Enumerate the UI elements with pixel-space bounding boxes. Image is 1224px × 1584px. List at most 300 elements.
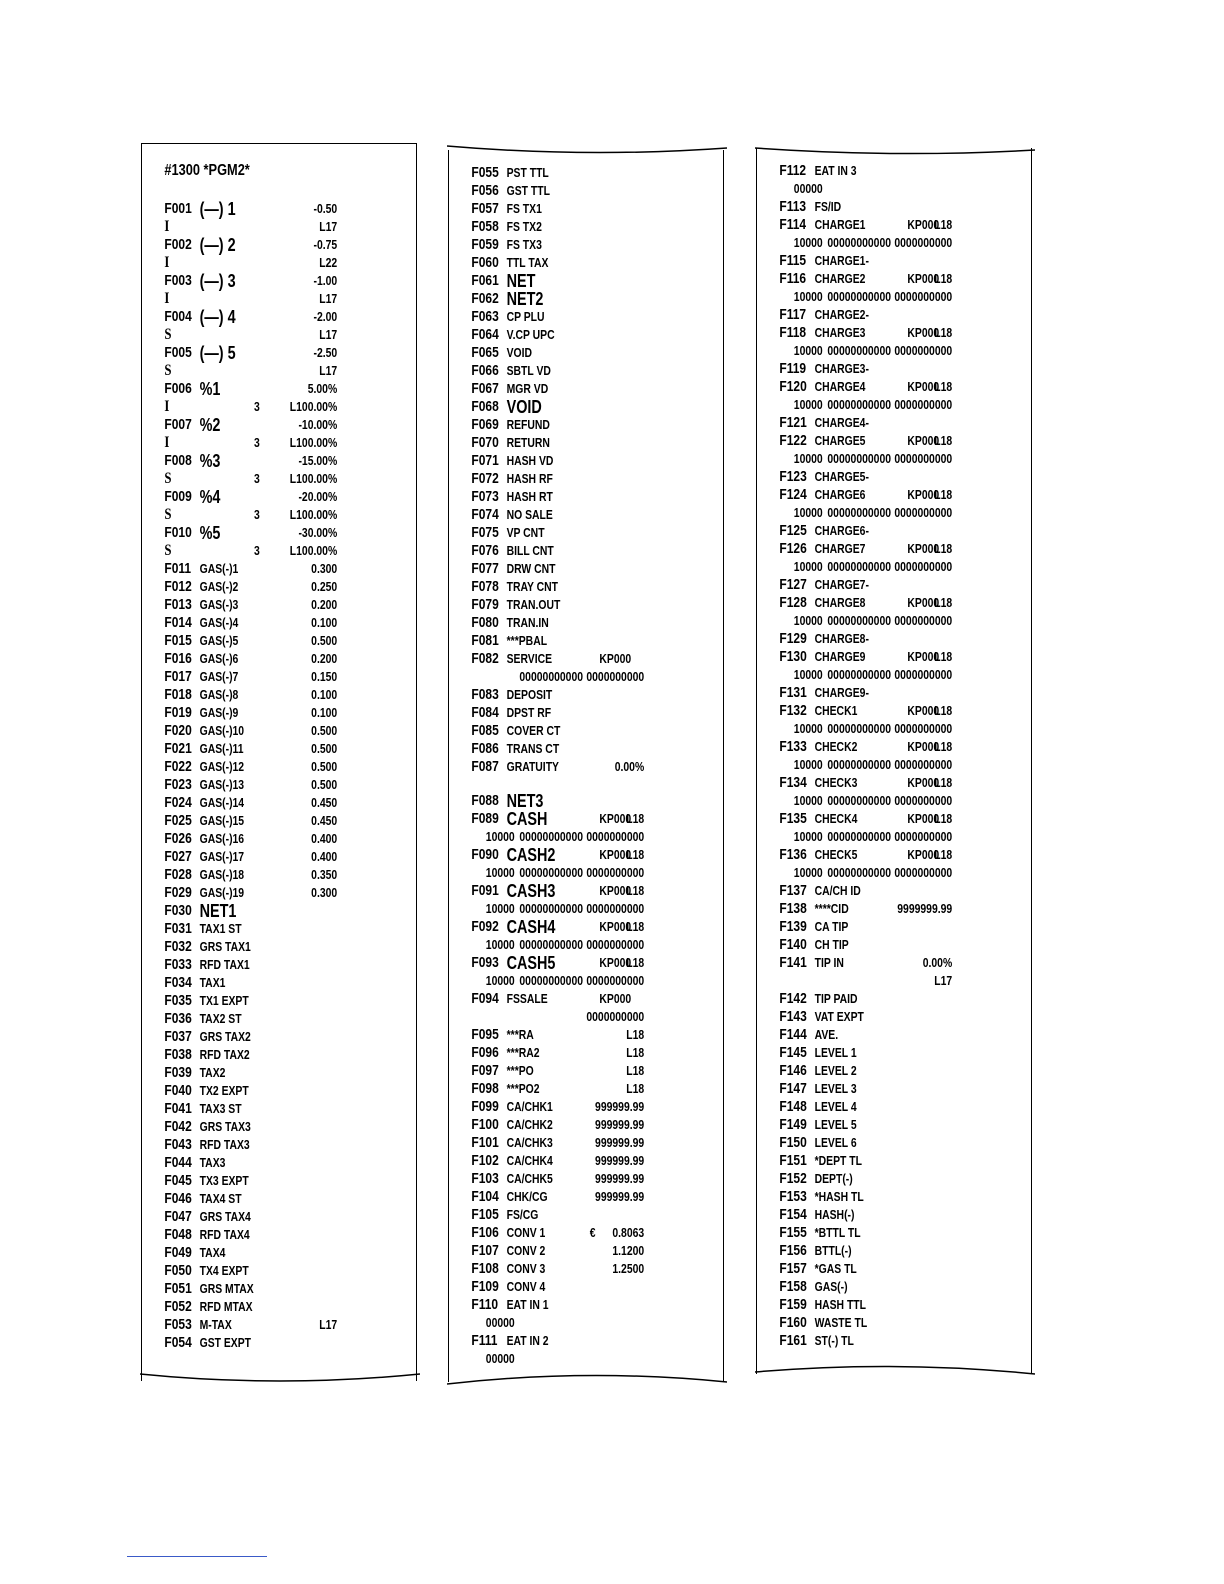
function-label: ***PO [506, 1063, 534, 1078]
programmed-value: L100.00% [289, 399, 338, 414]
function-code: F013 [164, 596, 192, 613]
function-label: 10000 [793, 505, 823, 520]
line-f147 [757, 1080, 976, 1098]
line-f004 [142, 308, 361, 326]
function-label: FS TX2 [506, 219, 542, 234]
function-code: F065 [471, 344, 499, 361]
function-label: %3 [199, 451, 221, 471]
setting-value: 00000000000 [827, 397, 892, 412]
function-label: CHECK5 [814, 847, 858, 862]
function-code: F109 [471, 1278, 499, 1295]
function-label: CHARGE2- [814, 307, 869, 322]
function-code: F134 [779, 774, 807, 791]
line-f015 [142, 632, 361, 650]
function-label: CHARGE6- [814, 523, 869, 538]
line-f009 [142, 488, 361, 506]
function-code: F008 [164, 452, 192, 469]
function-code: F101 [471, 1134, 499, 1151]
line-continuation [142, 542, 361, 560]
line-f106 [449, 1224, 668, 1242]
function-code: F125 [779, 522, 807, 539]
function-code: F112 [779, 162, 807, 179]
function-code: F034 [164, 974, 192, 991]
function-code: F084 [471, 704, 499, 721]
line-continuation [142, 362, 361, 380]
setting-value: 00000000000 [827, 343, 892, 358]
footnote-rule [127, 1556, 267, 1557]
line-continuation [757, 972, 976, 990]
line-f097 [449, 1062, 668, 1080]
function-code: F044 [164, 1154, 192, 1171]
programmed-value: 0000000000 [586, 829, 645, 844]
function-label: CA TIP [814, 919, 849, 934]
line-f161 [757, 1332, 976, 1350]
function-label: CHARGE4- [814, 415, 869, 430]
function-code: F023 [164, 776, 192, 793]
function-code: F025 [164, 812, 192, 829]
programmed-value: L17 [319, 291, 338, 306]
programmed-value: 0.00% [614, 759, 645, 774]
line-f146 [757, 1062, 976, 1080]
function-label: EAT IN 3 [814, 163, 857, 178]
function-label: LEVEL 4 [814, 1099, 857, 1114]
programmed-value: 0000000000 [586, 973, 645, 988]
function-code: F157 [779, 1260, 807, 1277]
programmed-value: L18 [626, 1027, 645, 1042]
function-label: I [164, 254, 170, 271]
function-label: 10000 [793, 235, 823, 250]
line-f086 [449, 740, 668, 758]
function-label: GAS(-)6 [199, 651, 239, 666]
function-label: CA/CHK4 [506, 1153, 553, 1168]
programmed-value: 0.500 [311, 777, 338, 792]
function-code: F076 [471, 542, 499, 559]
programmed-value: -1.00 [313, 273, 338, 288]
function-label: EAT IN 2 [506, 1333, 549, 1348]
function-label: S [164, 506, 172, 523]
function-code: F117 [779, 306, 807, 323]
line-f013 [142, 596, 361, 614]
line-f057 [449, 200, 668, 218]
programmed-value: L22 [319, 255, 338, 270]
line-f031 [142, 920, 361, 938]
function-label: CHARGE2 [814, 271, 866, 286]
receipt-lines [757, 162, 1031, 1350]
function-label: CHARGE3- [814, 361, 869, 376]
function-label: CHK/CG [506, 1189, 548, 1204]
line-f030 [142, 902, 361, 920]
setting-value: 00000000000 [827, 613, 892, 628]
line-f128 [757, 594, 976, 612]
line-f035 [142, 992, 361, 1010]
line-f093 [449, 954, 668, 972]
function-label: RETURN [506, 435, 550, 450]
function-code: F132 [779, 702, 807, 719]
setting-value: 3 [254, 399, 260, 414]
setting-value: KP000 [907, 739, 940, 754]
line-f033 [142, 956, 361, 974]
function-label: SBTL VD [506, 363, 551, 378]
programmed-value: L18 [626, 1063, 645, 1078]
programmed-value: 999999.99 [595, 1153, 645, 1168]
function-label: CHARGE1- [814, 253, 869, 268]
line-f034 [142, 974, 361, 992]
function-label: CHECK3 [814, 775, 858, 790]
line-continuation [757, 342, 976, 360]
function-label: TAX3 [199, 1155, 226, 1170]
line-f012 [142, 578, 361, 596]
function-code: F068 [471, 398, 499, 415]
function-label: CA/CHK3 [506, 1135, 553, 1150]
programmed-value: 0.450 [311, 795, 338, 810]
function-label: COVER CT [506, 723, 561, 738]
setting-value: 00000000000 [827, 793, 892, 808]
setting-value: KP000 [907, 847, 940, 862]
setting-value: KP000 [599, 955, 632, 970]
line-f023 [142, 776, 361, 794]
line-f136 [757, 846, 976, 864]
function-code: F040 [164, 1082, 192, 1099]
function-code: F111 [471, 1332, 498, 1349]
line-f044 [142, 1154, 361, 1172]
function-code: F028 [164, 866, 192, 883]
function-code: F004 [164, 308, 192, 325]
function-code: F097 [471, 1062, 499, 1079]
line-f116 [757, 270, 976, 288]
line-f039 [142, 1064, 361, 1082]
programmed-value: 0000000000 [586, 901, 645, 916]
line-f145 [757, 1044, 976, 1062]
line-f074 [449, 506, 668, 524]
line-f016 [142, 650, 361, 668]
function-label: GAS(-)7 [199, 669, 239, 684]
programmed-value: 999999.99 [595, 1099, 645, 1114]
line-continuation [757, 234, 976, 252]
function-code: F043 [164, 1136, 192, 1153]
receipt-column-3 [756, 148, 1032, 1374]
line-continuation [757, 720, 976, 738]
function-code: F009 [164, 488, 192, 505]
function-label: CHECK2 [814, 739, 858, 754]
programmed-value: L18 [934, 271, 953, 286]
line-f119 [757, 360, 976, 378]
function-code: F062 [471, 290, 499, 307]
function-label: FS/ID [814, 199, 842, 214]
line-f043 [142, 1136, 361, 1154]
setting-value: KP000 [907, 487, 940, 502]
function-code: F086 [471, 740, 499, 757]
line-f090 [449, 846, 668, 864]
programmed-value: 999999.99 [595, 1135, 645, 1150]
programmed-value: L18 [626, 811, 645, 826]
programmed-value: L100.00% [289, 543, 338, 558]
function-label: ***PBAL [506, 633, 548, 648]
function-code: F070 [471, 434, 499, 451]
function-code: F100 [471, 1116, 499, 1133]
function-label: 00000 [485, 1351, 515, 1366]
function-code: F095 [471, 1026, 499, 1043]
line-f153 [757, 1188, 976, 1206]
line-f085 [449, 722, 668, 740]
line-f102 [449, 1152, 668, 1170]
function-code: F039 [164, 1064, 192, 1081]
function-label: CHARGE6 [814, 487, 866, 502]
line-f148 [757, 1098, 976, 1116]
line-f117 [757, 306, 976, 324]
function-label: TAX3 ST [199, 1101, 242, 1116]
function-label: 10000 [793, 721, 823, 736]
function-code: F063 [471, 308, 499, 325]
line-continuation [757, 864, 976, 882]
programmed-value: 0.100 [311, 687, 338, 702]
line-f014 [142, 614, 361, 632]
setting-value: 00000000000 [827, 505, 892, 520]
setting-value: 00000000000 [519, 901, 584, 916]
line-f104 [449, 1188, 668, 1206]
function-code: F145 [779, 1044, 807, 1061]
function-label: 10000 [485, 865, 515, 880]
line-f024 [142, 794, 361, 812]
function-code: F058 [471, 218, 499, 235]
function-label: ***RA [506, 1027, 534, 1042]
line-f112 [757, 162, 976, 180]
function-label: 10000 [793, 559, 823, 574]
function-code: F140 [779, 936, 807, 953]
function-label: S [164, 542, 172, 559]
programmed-value: 0000000000 [894, 721, 953, 736]
function-label: GRS TAX4 [199, 1209, 251, 1224]
programmed-value: 0.300 [311, 561, 338, 576]
programmed-value: 0.8063 [612, 1225, 645, 1240]
function-code: F024 [164, 794, 192, 811]
function-label: GAS(-)17 [199, 849, 245, 864]
line-f042 [142, 1118, 361, 1136]
line-f072 [449, 470, 668, 488]
programmed-value: 0.350 [311, 867, 338, 882]
function-label: I [164, 434, 170, 451]
function-label: GAS(-)11 [199, 741, 244, 756]
line-continuation [142, 506, 361, 524]
programmed-value: L18 [626, 1081, 645, 1096]
function-code: F142 [779, 990, 807, 1007]
programmed-value: L18 [626, 847, 645, 862]
function-code: F071 [471, 452, 499, 469]
function-code: F001 [164, 200, 192, 217]
programmed-value: -10.00% [298, 417, 338, 432]
line-f065 [449, 344, 668, 362]
programmed-value: 0.200 [311, 597, 338, 612]
function-label: BILL CNT [506, 543, 554, 558]
setting-value: KP000 [907, 217, 940, 232]
function-code: F093 [471, 954, 499, 971]
function-label: CASH5 [506, 953, 556, 973]
function-label: RFD TAX3 [199, 1137, 250, 1152]
function-code: F104 [471, 1188, 499, 1205]
function-label: %2 [199, 415, 221, 435]
function-code: F067 [471, 380, 499, 397]
function-code: F030 [164, 902, 192, 919]
function-label: CA/CHK5 [506, 1171, 553, 1186]
function-label: CHARGE7- [814, 577, 869, 592]
programmed-value: L18 [626, 955, 645, 970]
function-label: VP CNT [506, 525, 545, 540]
function-code: F092 [471, 918, 499, 935]
function-code: F016 [164, 650, 192, 667]
function-code: F072 [471, 470, 499, 487]
line-f118 [757, 324, 976, 342]
programmed-value: L100.00% [289, 507, 338, 522]
function-code: F083 [471, 686, 499, 703]
function-code: F159 [779, 1296, 807, 1313]
line-f159 [757, 1296, 976, 1314]
function-label: %1 [199, 379, 221, 399]
function-code: F152 [779, 1170, 807, 1187]
line-f142 [757, 990, 976, 1008]
function-label: (—) 5 [199, 343, 236, 363]
line-f143 [757, 1008, 976, 1026]
line-continuation [757, 792, 976, 810]
line-f077 [449, 560, 668, 578]
function-label: TX4 EXPT [199, 1263, 249, 1278]
line-f047 [142, 1208, 361, 1226]
function-code: F077 [471, 560, 499, 577]
line-f109 [449, 1278, 668, 1296]
function-label: GAS(-)13 [199, 777, 245, 792]
function-code: F120 [779, 378, 807, 395]
setting-value: € [589, 1225, 596, 1240]
programmed-value: L18 [934, 487, 953, 502]
programmed-value: 0000000000 [894, 235, 953, 250]
programmed-value: L18 [626, 919, 645, 934]
function-label: ST(-) TL [814, 1333, 854, 1348]
function-code: F115 [779, 252, 807, 269]
programmed-value: 999999.99 [595, 1171, 645, 1186]
setting-value: KP000 [907, 649, 940, 664]
function-code: F011 [164, 560, 192, 577]
function-label: TAX2 [199, 1065, 226, 1080]
programmed-value: 0000000000 [894, 613, 953, 628]
programmed-value: 0.400 [311, 831, 338, 846]
function-label: TAX1 [199, 975, 226, 990]
programmed-value: L17 [319, 219, 338, 234]
setting-value: KP000 [907, 379, 940, 394]
function-label: FS/CG [506, 1207, 539, 1222]
line-continuation [449, 972, 668, 990]
line-f151 [757, 1152, 976, 1170]
function-label: FS TX3 [506, 237, 542, 252]
function-label: NET1 [199, 901, 237, 921]
function-label: 10000 [793, 757, 823, 772]
function-code: F052 [164, 1298, 192, 1315]
function-code: F136 [779, 846, 807, 863]
programmed-value: 0000000000 [586, 937, 645, 952]
line-continuation [449, 900, 668, 918]
line-f066 [449, 362, 668, 380]
line-f029 [142, 884, 361, 902]
function-label: RFD TAX1 [199, 957, 250, 972]
function-label: S [164, 470, 172, 487]
function-code: F036 [164, 1010, 192, 1027]
function-code: F075 [471, 524, 499, 541]
function-label: HASH(-) [814, 1207, 855, 1222]
line-continuation [449, 864, 668, 882]
function-code: F053 [164, 1316, 192, 1333]
function-label: VOID [506, 345, 533, 360]
function-code: F091 [471, 882, 499, 899]
function-label: LEVEL 5 [814, 1117, 857, 1132]
line-continuation [142, 470, 361, 488]
line-continuation [142, 162, 361, 184]
line-continuation [449, 776, 668, 792]
function-label: VOID [506, 397, 542, 417]
function-code: F126 [779, 540, 807, 557]
function-label: %4 [199, 487, 221, 507]
function-label: GAS(-)5 [199, 633, 239, 648]
function-code: F080 [471, 614, 499, 631]
function-label: CHARGE9 [814, 649, 866, 664]
line-f134 [757, 774, 976, 792]
line-continuation [757, 558, 976, 576]
setting-value: 00000000000 [519, 669, 584, 684]
function-label: 10000 [793, 613, 823, 628]
function-label: LEVEL 6 [814, 1135, 857, 1150]
function-label: SERVICE [506, 651, 553, 666]
line-f105 [449, 1206, 668, 1224]
programmed-value: 0000000000 [586, 669, 645, 684]
function-code: F003 [164, 272, 192, 289]
line-f011 [142, 560, 361, 578]
function-label: CP PLU [506, 309, 545, 324]
function-label: 10000 [485, 973, 515, 988]
line-f006 [142, 380, 361, 398]
line-f088 [449, 792, 668, 810]
setting-value: 00000000000 [827, 559, 892, 574]
function-code: F099 [471, 1098, 499, 1115]
function-label: AVE. [814, 1027, 839, 1042]
line-continuation [142, 434, 361, 452]
function-code: F017 [164, 668, 192, 685]
function-code: F078 [471, 578, 499, 595]
line-f056 [449, 182, 668, 200]
function-label: GAS(-)16 [199, 831, 245, 846]
function-code: F107 [471, 1242, 499, 1259]
programmed-value: 0.300 [311, 885, 338, 900]
function-code: F038 [164, 1046, 192, 1063]
function-label: CHARGE3 [814, 325, 866, 340]
line-f062 [449, 290, 668, 308]
line-f115 [757, 252, 976, 270]
function-code: F005 [164, 344, 192, 361]
line-f141 [757, 954, 976, 972]
line-f157 [757, 1260, 976, 1278]
function-code: F010 [164, 524, 192, 541]
programmed-value: L18 [934, 649, 953, 664]
programmed-value: 0000000000 [894, 865, 953, 880]
function-code: F032 [164, 938, 192, 955]
function-code: F055 [471, 164, 499, 181]
function-label: TX3 EXPT [199, 1173, 249, 1188]
programmed-value: -30.00% [298, 525, 338, 540]
function-label: LEVEL 1 [814, 1045, 857, 1060]
function-code: F066 [471, 362, 499, 379]
line-f005 [142, 344, 361, 362]
line-f070 [449, 434, 668, 452]
function-code: F121 [779, 414, 807, 431]
setting-value: 3 [254, 471, 260, 486]
function-label: I [164, 218, 170, 235]
function-code: F007 [164, 416, 192, 433]
setting-value: KP000 [907, 541, 940, 556]
